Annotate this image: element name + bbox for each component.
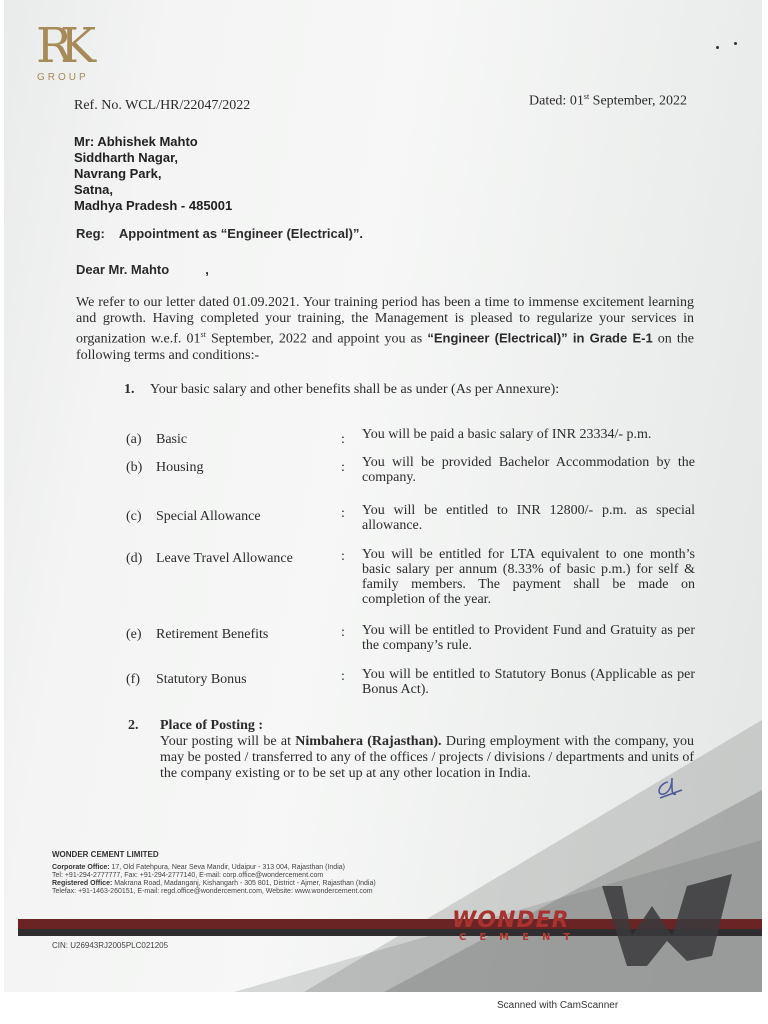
term-description: You will be provided Bachelor Accommodation by the company.	[362, 455, 695, 485]
clause-title: Place of Posting :	[160, 718, 264, 733]
scanner-watermark: Scanned with CamScanner	[497, 1000, 619, 1011]
subject-text: Appointment as “Engineer (Electrical)”.	[118, 226, 364, 241]
term-colon: :	[341, 432, 345, 447]
term-colon: :	[341, 460, 345, 475]
cin-number: CIN: U26943RJ2005PLC021205	[52, 941, 169, 950]
term-colon: :	[341, 506, 345, 521]
term-description: You will be entitled to Statutory Bonus (Applicable as per Bonus Act).	[362, 667, 695, 697]
letter-page	[4, 0, 762, 992]
term-description: You will be paid a basic salary of INR 23334/- p.m.	[362, 427, 652, 442]
addressee-line: Siddharth Nagar,	[74, 150, 179, 165]
term-description: You will be entitled to INR 12800/- p.m. as special allowance.	[362, 503, 695, 533]
clause-number: 2.	[128, 718, 139, 733]
reference-number: Ref. No. WCL/HR/22047/2022	[74, 98, 251, 113]
subject-label: Reg:	[76, 226, 105, 241]
cement-brand-text: CEMENT	[459, 932, 584, 943]
wonder-cement-emblem	[592, 866, 742, 976]
salutation: Dear Mr. Mahto ,	[76, 262, 209, 277]
clause-text: Your basic salary and other benefits shall be as under (As per Annexure):	[150, 382, 560, 397]
term-label: (e) Retirement Benefits	[126, 627, 269, 642]
initials-signature	[652, 774, 686, 802]
term-label: (f) Statutory Bonus	[126, 672, 247, 687]
addressee-line: Navrang Park,	[74, 166, 162, 181]
clause-number: 1.	[124, 382, 135, 397]
addressee-line: Madhya Pradesh - 485001	[74, 198, 233, 213]
clause-text: Your posting will be at Nimbahera (Rajasthan). During employment with the company, you may be posted / transferred to any of the offices / projects / divisions / departments and units of the company existing or to be set up at any other location in India.	[160, 734, 694, 781]
term-colon: :	[341, 625, 345, 640]
company-address: Corporate Office: 17, Old Fatehpura, Near Seva Mandir, Udaipur - 313 004, Rajasthan (India) Tel: +91-294-2777777, Fax: +91-294-2777140, E-mail: corp.office@wondercement.com Registered Office: Makrana Road, Madanganj, Kishangarh - 305 801, District - Ajmer, Rajasthan (India) Telefax: +91-1463-260151, E-mail: regd.office@wondercement.com, Website: www.wondercement.com	[52, 864, 376, 895]
clause-2	[128, 718, 694, 782]
letter-date: Dated: 01st September, 2022	[529, 92, 687, 109]
term-label: (b) Housing	[126, 460, 204, 475]
term-label: (a) Basic	[126, 432, 188, 447]
term-description: You will be entitled for LTA equivalent to one month’s basic salary per annum (8.33% of basic p.m.) for self & family members. The payment shall be made on completion of the year.	[362, 547, 695, 607]
term-description: You will be entitled to Provident Fund and Gratuity as per the company’s rule.	[362, 623, 695, 653]
intro-paragraph: We refer to our letter dated 01.09.2021. Your training period has been a time to immense excitement learning and growth. Having completed your training, the Management is pleased to regularize your services in organization w.e.f. 01st September, 2022 and appoint you as “Engineer (Electrical)” in Grade E-1 on the following terms and conditions:-	[76, 295, 694, 363]
clause-1	[124, 382, 559, 398]
term-label: (c) Special Allowance	[126, 509, 261, 524]
company-name: WONDER CEMENT LIMITED	[52, 850, 159, 859]
logo-subtitle: GROUP	[37, 72, 89, 83]
term-colon: :	[341, 669, 345, 684]
wonder-brand-text: WONDER	[452, 908, 570, 933]
term-label: (d) Leave Travel Allowance	[126, 551, 293, 566]
addressee-block	[74, 134, 232, 214]
subject-line	[76, 226, 363, 241]
addressee-line: Satna,	[74, 182, 114, 197]
addressee-line: Mr: Abhishek Mahto	[74, 134, 198, 149]
term-colon: :	[341, 549, 345, 564]
rk-group-logo: RK	[36, 18, 84, 74]
